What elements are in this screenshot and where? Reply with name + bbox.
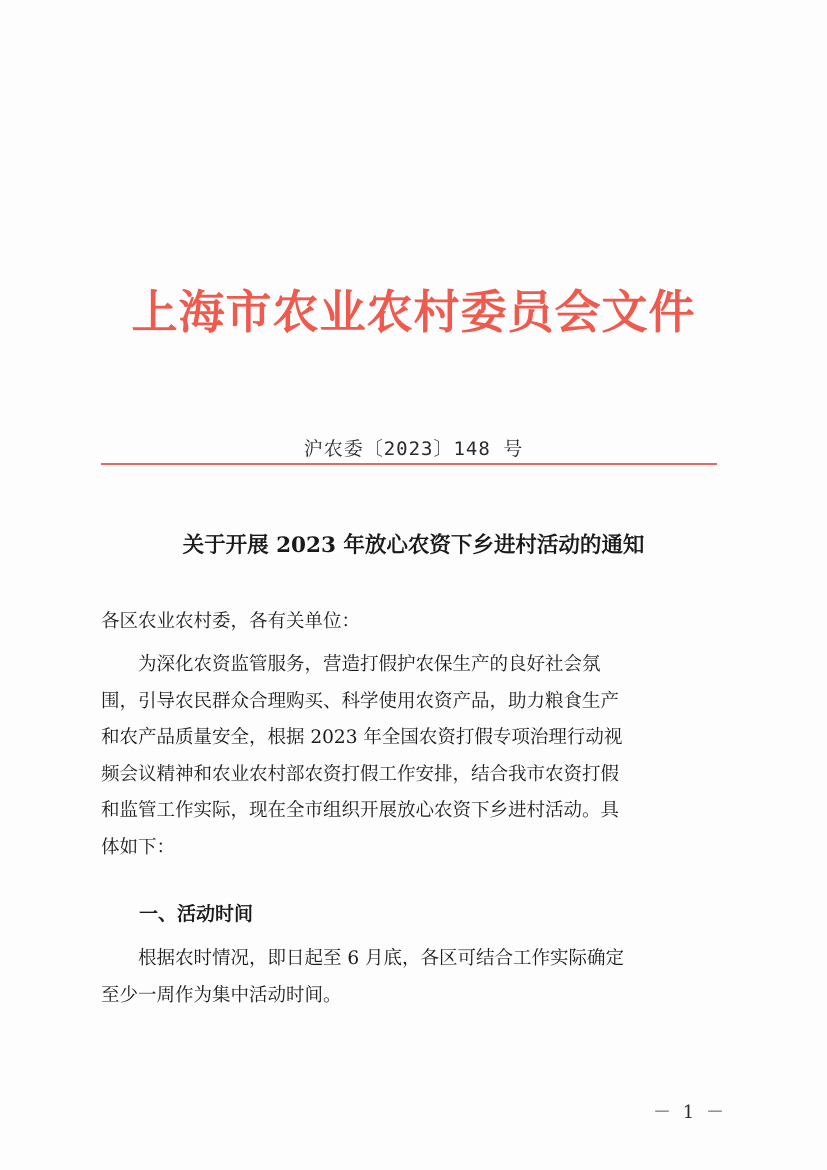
document-masthead: 上海市农业农村委员会文件: [131, 285, 696, 339]
salutation: 各区农业农村委，各有关单位：: [101, 611, 361, 632]
document-title: 关于开展 2023 年放心农资下乡进村活动的通知: [182, 533, 645, 558]
paragraph-intro: [101, 647, 721, 866]
paragraph-line: 体如下：: [101, 836, 176, 858]
paragraph-line: 和农产品质量安全，根据 2023 年全国农资打假专项治理行动视: [101, 727, 623, 748]
paragraph-line: 为深化农资监管服务，营造打假护农保生产的良好社会氛: [101, 654, 601, 675]
paragraph-line: 根据农时情况，即日起至 6 月底，各区可结合工作实际确定: [101, 948, 625, 969]
section-heading-activity-time: 一、活动时间: [101, 903, 254, 925]
paragraph-line: 至少一周作为集中活动时间。: [101, 985, 342, 1006]
paragraph-line: 和监管工作实际，现在全市组织开展放心农资下乡进村活动。具: [101, 800, 620, 821]
red-divider-line: [101, 463, 717, 465]
paragraph-line: 频会议精神和农业农村部农资打假工作安排，结合我市农资打假: [101, 763, 620, 785]
page-number: － 1 －: [653, 1102, 727, 1123]
paragraph-activity-time: [101, 941, 721, 1015]
document-number: 沪农委〔2023〕148 号: [303, 438, 524, 460]
paragraph-line: 围，引导农民群众合理购买、科学使用农资产品，助力粮食生产: [101, 690, 620, 712]
